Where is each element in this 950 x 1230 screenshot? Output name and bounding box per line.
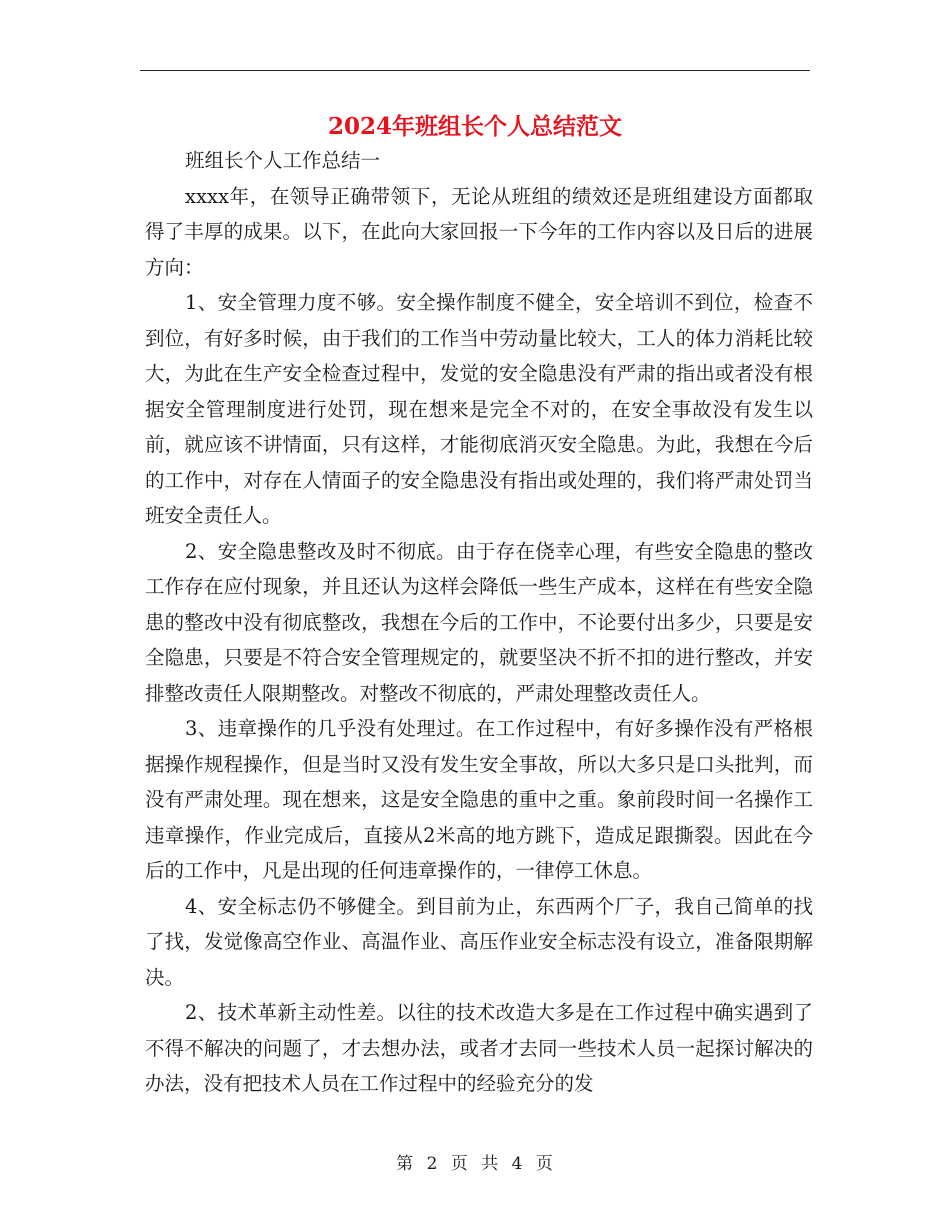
body-paragraph: 2、安全隐患整改及时不彻底。由于存在侥幸心理，有些安全隐患的整改工作存在应付现象，并且还认为这样会降低一些生产成本，这样在有些安全隐患的整改中没有彻底整改，我想在今后的工作中，不论要付出多少，只要是安全隐患，只要是不符合安全管理规定的，就要坚决不折不扣的进行整改，并安排整改责任人限期整改。对整改不彻底的，严肃处理整改责任人。 [145,539,813,705]
document-body [145,143,813,1102]
body-paragraph: 4、安全标志仍不够健全。到目前为止，东西两个厂子，我自己简单的找了找，发觉像高空作业、高温作业、高压作业安全标志没有设立，准备限期解决。 [145,894,813,989]
document-title: 2024年班组长个人总结范文 [327,113,622,140]
body-paragraph: 2、技术革新主动性差。以往的技术改造大多是在工作过程中确实遇到了不得不解决的问题了，才去想办法，或者才去同一些技术人员一起探讨解决的办法，没有把技术人员在工作过程中的经验充分的发 [145,1001,813,1095]
section-heading: 班组长个人工作总结一 [185,149,381,172]
header-rule [140,70,810,71]
body-paragraph: 3、违章操作的几乎没有处理过。在工作过程中，有好多操作没有严格根据操作规程操作，但是当时又没有发生安全事故，所以大多只是口头批判，而没有严肃处理。现在想来，这是安全隐患的重中之重。象前段时间一名操作工违章操作，作业完成后，直接从2米高的地方跳下，造成足跟撕裂。因此在今后的工作中，凡是出现的任何违章操作的，一律停工休息。 [145,717,813,882]
body-paragraph: 1、安全管理力度不够。安全操作制度不健全，安全培训不到位，检查不到位，有好多时候，由于我们的工作当中劳动量比较大，工人的体力消耗比较大，为此在生产安全检查过程中，发觉的安全隐患没有严肃的指出或者没有根据安全管理制度进行处罚，现在想来是完全不对的，在安全事故没有发生以前，就应该不讲情面，只有这样，才能彻底消灭安全隐患。为此，我想在今后的工作中，对存在人情面子的安全隐患没有指出或处理的，我们将严肃处罚当班安全责任人。 [145,291,813,527]
page-number: 第 2 页 共 4 页 [396,1154,554,1174]
intro-paragraph: xxxx年，在领导正确带领下，无论从班组的绩效还是班组建设方面都取得了丰厚的成果。以下，在此向大家回报一下今年的工作内容以及日后的进展方向： [145,184,813,279]
